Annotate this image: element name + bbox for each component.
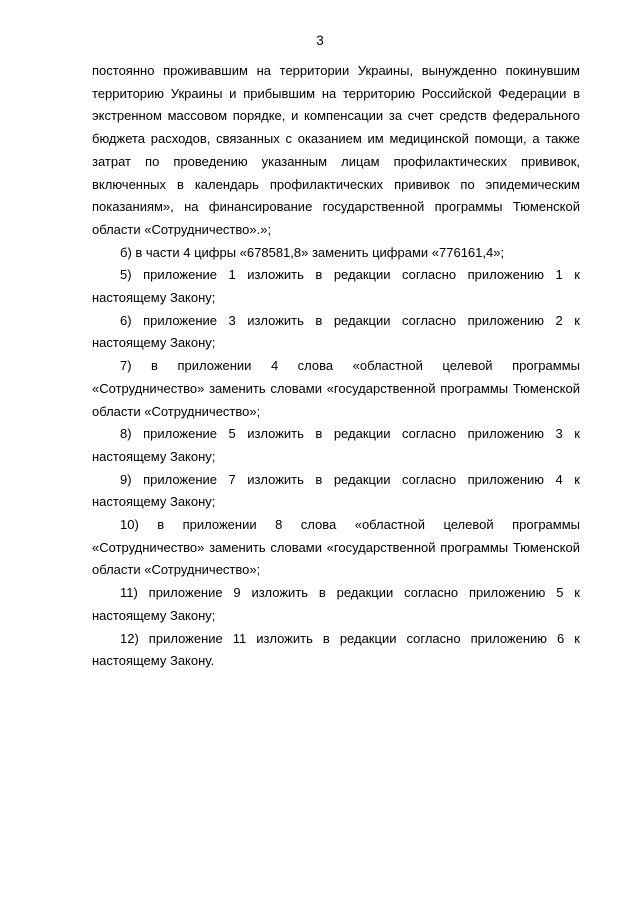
page-number: 3 xyxy=(316,33,324,48)
paragraph-continuation: постоянно проживавшим на территории Украины, вынужденно покинувшим территорию Украины и прибывшим на территорию Российской Федерации в экстренном массовом порядке, и компенсации за счет средств федерального бюджета расходов, связанных с оказанием им медицинской помощи, а также затрат по проведению указанным лицам профилактических прививок, включенных в календарь профилактических прививок по эпидемическим показаниям», на финансирование государственной программы Тюменской области «Сотрудничество».»; xyxy=(92,63,580,237)
paragraph-item-9: 9) приложение 7 изложить в редакции согласно приложению 4 к настоящему Закону; xyxy=(92,471,580,510)
paragraph-item-12: 12) приложение 11 изложить в редакции согласно приложению 6 к настоящему Закону. xyxy=(92,630,580,669)
paragraph-item-5: 5) приложение 1 изложить в редакции согласно приложению 1 к настоящему Закону; xyxy=(92,267,580,306)
document-body xyxy=(92,60,580,673)
paragraph-item-10: 10) в приложении 8 слова «областной целевой программы «Сотрудничество» заменить словами «государственной программы Тюменской области «Сотрудничество»; xyxy=(92,517,580,578)
paragraph-item-6: 6) приложение 3 изложить в редакции согласно приложению 2 к настоящему Закону; xyxy=(92,312,580,351)
paragraph-item-7: 7) в приложении 4 слова «областной целевой программы «Сотрудничество» заменить словами «государственной программы Тюменской области «Сотрудничество»; xyxy=(92,358,580,419)
paragraph-item-8: 8) приложение 5 изложить в редакции согласно приложению 3 к настоящему Закону; xyxy=(92,426,580,464)
paragraph-item-11: 11) приложение 9 изложить в редакции согласно приложению 5 к настоящему Закону; xyxy=(92,585,580,623)
paragraph-item-b: б) в части 4 цифры «678581,8» заменить цифрами «776161,4»; xyxy=(120,244,505,260)
